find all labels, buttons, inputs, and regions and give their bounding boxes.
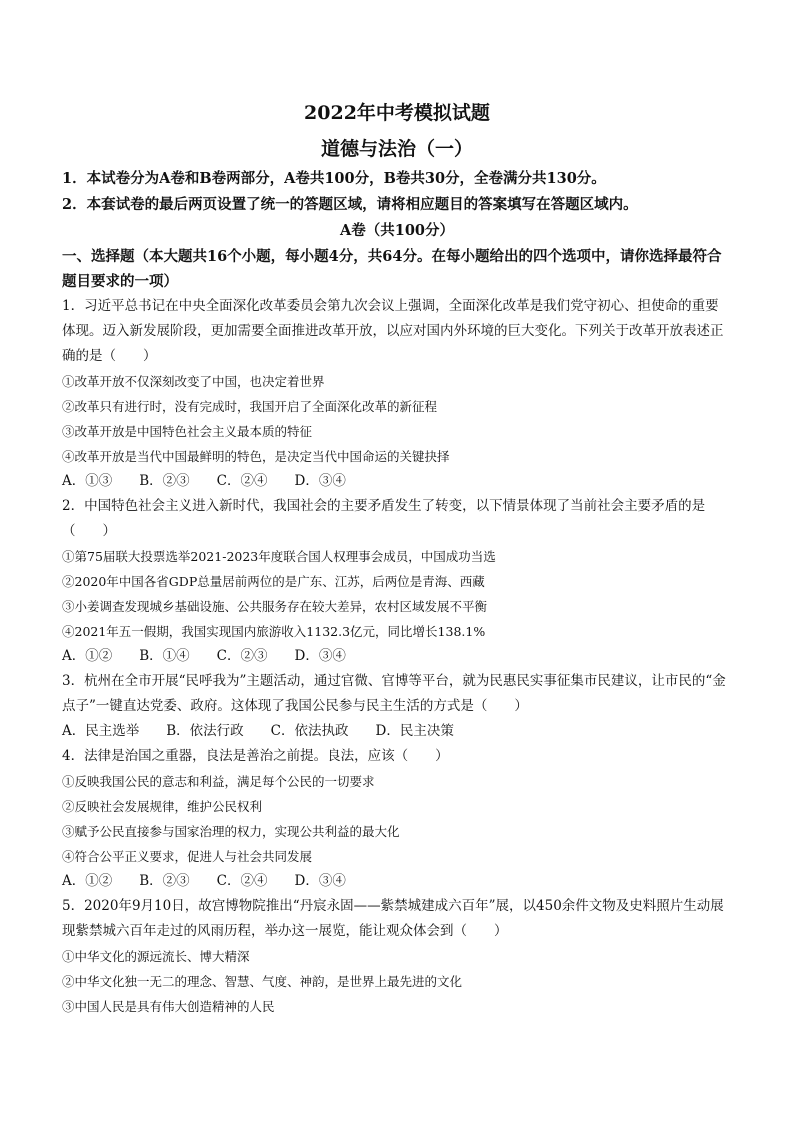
question-statement: ④符合公平正义要求，促进人与社会共同发展 <box>62 849 313 864</box>
question-statement: ①改革开放不仅深刻改变了中国，也决定着世界 <box>62 374 325 389</box>
question-3 <box>62 669 732 744</box>
question-statement: ②中华文化独一无二的理念、智慧、气度、神韵，是世界上最先进的文化 <box>62 974 463 989</box>
question-stem: 1．习近平总书记在中央全面深化改革委员会第九次会议上强调，全面深化改革是我们党守初心、担使命的重要体现。迈入新发展阶段，更加需要全面推进改革开放，以应对国内外环境的巨大变化。下列关于改革开放表述正确的是（ ） <box>62 298 724 364</box>
question-2 <box>62 494 732 669</box>
answer-choices: A．①③ B．②③ C．②④ D．③④ <box>62 473 346 489</box>
exam-title: 2022年中考模拟试题 <box>304 102 490 124</box>
question-stem: 4．法律是治国之重器，良法是善治之前提。良法，应该（ ） <box>62 748 449 764</box>
instruction-note-2: 2．本套试卷的最后两页设置了统一的答题区域，请将相应题目的答案填写在答题区域内。 <box>62 196 638 213</box>
instruction-note-1: 1．本试卷分为A卷和B卷两部分，A卷共100分，B卷共30分，全卷满分共130分。 <box>62 170 606 187</box>
answer-choices: A．民主选举 B．依法行政 C．依法执政 D．民主决策 <box>62 723 454 739</box>
question-statement: ③赋予公民直接参与国家治理的权力，实现公共利益的最大化 <box>62 824 400 839</box>
exam-subtitle: 道德与法治（一） <box>320 138 473 160</box>
question-5 <box>62 894 732 1019</box>
question-statement: ①反映我国公民的意志和利益，满足每个公民的一切要求 <box>62 774 375 789</box>
question-4 <box>62 744 732 894</box>
section-a-heading: A卷（共100分） <box>339 222 455 239</box>
question-statement: ③改革开放是中国特色社会主义最本质的特征 <box>62 424 313 439</box>
question-statement: ④2021年五一假期，我国实现国内旅游收入1132.3亿元，同比增长138.1% <box>62 624 486 639</box>
question-statement: ③小姜调查发现城乡基础设施、公共服务存在较大差异，农村区域发展不平衡 <box>62 599 488 614</box>
question-1 <box>62 294 732 494</box>
question-statement: ①中华文化的源远流长、博大精深 <box>62 949 250 964</box>
question-statement: ④改革开放是当代中国最鲜明的特色，是决定当代中国命运的关键抉择 <box>62 449 450 464</box>
answer-choices: A．①② B．①④ C．②③ D．③④ <box>62 648 346 664</box>
question-stem: 5．2020年9月10日，故宫博物院推出“丹宸永固——紫禁城建成六百年”展，以450余件文物及史料照片生动展现紫禁城六百年走过的风雨历程，举办这一展览，能让观众体会到（ ） <box>62 898 724 939</box>
question-statement: ②改革只有进行时，没有完成时，我国开启了全面深化改革的新征程 <box>62 399 438 414</box>
part-one-heading: 一、选择题（本大题共16个小题，每小题4分，共64分。在每小题给出的四个选项中，请你选择最符合题目要求的一项） <box>62 248 722 290</box>
exam-page <box>62 96 732 1019</box>
question-stem: 3．杭州在全市开展“民呼我为”主题活动，通过官微、官博等平台，就为民惠民实事征集市民建议，让市民的“金点子”一键直达党委、政府。这体现了我国公民参与民主生活的方式是（ ） <box>62 673 726 714</box>
question-statement: ①第75届联大投票选举2021-2023年度联合国人权理事会成员，中国成功当选 <box>62 549 496 564</box>
answer-choices: A．①② B．②③ C．②④ D．③④ <box>62 873 346 889</box>
question-statement: ②2020年中国各省GDP总量居前两位的是广东、江苏，后两位是青海、西藏 <box>62 574 485 589</box>
question-statement: ②反映社会发展规律，维护公民权利 <box>62 799 263 814</box>
question-statement: ③中国人民是具有伟大创造精神的人民 <box>62 999 275 1014</box>
question-stem: 2．中国特色社会主义进入新时代，我国社会的主要矛盾发生了转变，以下情景体现了当前社会主要矛盾的是（ ） <box>62 498 706 539</box>
